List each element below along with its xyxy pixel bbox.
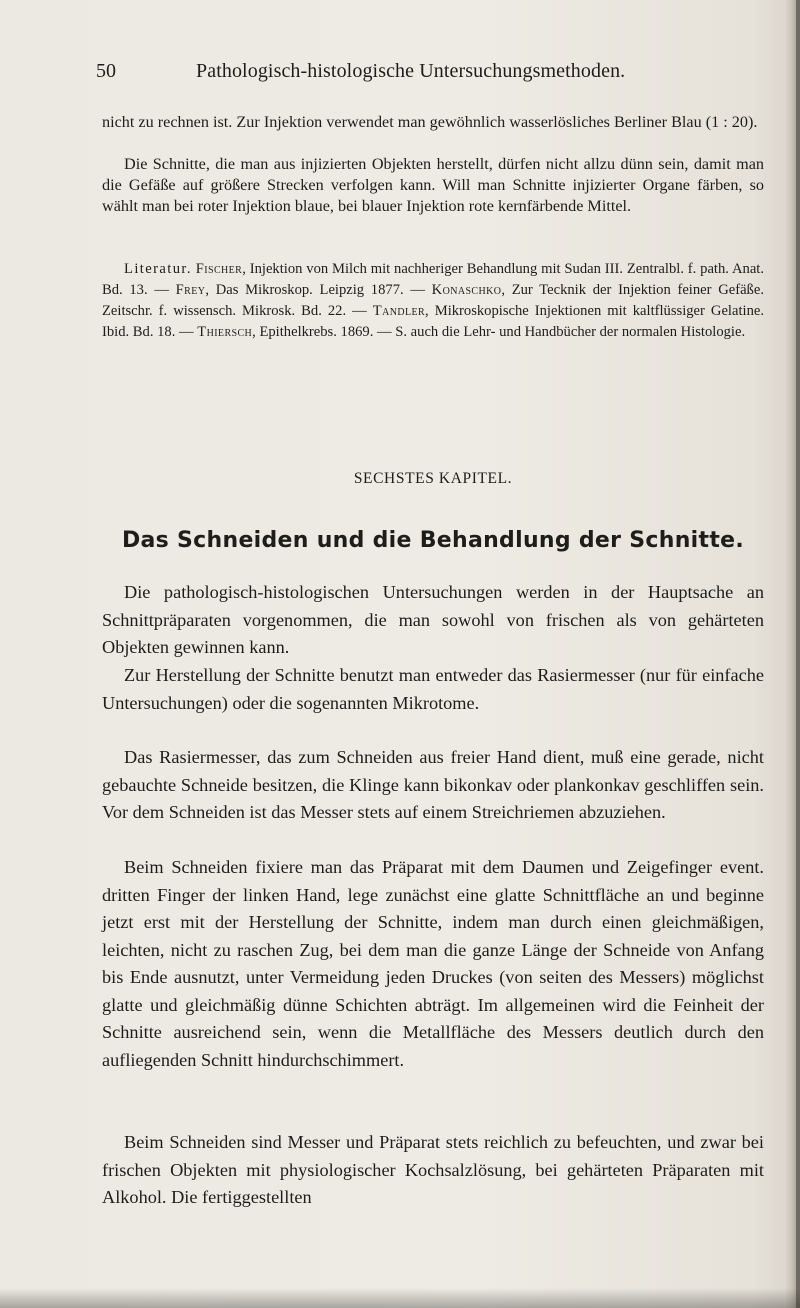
literature-reference: , Injektion von Milch mit nachheriger Behandlung mit Sudan III. Zentralbl. f. path. Anat. Bd. 13. — — [102, 261, 764, 298]
page-number: 50 — [96, 60, 116, 82]
page-header — [96, 60, 766, 92]
body-paragraph-5: Beim Schneiden sind Messer und Präparat stets reichlich zu befeuchten, und zwar bei frischen Objekten mit physiologischer Kochsalzlösung, bei gehärteten Präparaten mit Alkohol. Die fertiggestellten — [102, 1132, 764, 1207]
literature-author: Konaschko — [431, 282, 502, 298]
literature-reference: , Das Mikroskop. Leipzig 1877. — — [205, 282, 432, 298]
literature-author: Tandler — [372, 303, 426, 319]
literature-author: Thiersch — [197, 324, 253, 340]
intro-paragraph-1: nicht zu rechnen ist. Zur Injektion verwendet man gewöhnlich wasserlösliches Berliner Blau (1 : 20). — [102, 113, 758, 131]
literature-reference: , Mikroskopische Injektionen mit kaltflüssiger Gelatine. Ibid. Bd. 18. — — [102, 303, 764, 340]
body-paragraph-4: Beim Schneiden fixiere man das Präparat mit dem Daumen und Zeigefinger event. dritten Finger der linken Hand, lege zunächst eine glatte Schnittfläche an und beginne jetzt erst mit der Herstellung der Schnitte, indem man durch einen gleichmäßigen, leichten, nicht zu raschen Zug, bei dem man die ganze Länge der Schneide von Anfang bis Ende ausnutzt, unter Vermeidung jeden Druckes (von seiten des Messers) möglichst glatte und gleichmäßig dünne Schichten abträgt. Im allgemeinen wird die Feinheit der Schnitte ausreichend sein, wenn die Metallfläche des Messers deutlich durch den aufliegenden Schnitt hindurchschimmert. — [102, 857, 764, 1070]
body-paragraph-1: Die pathologisch-histologischen Untersuchungen werden in der Hauptsache an Schnittpräparaten vorgenommen, die man sowohl von frischen als von gehärteten Objekten gewinnen kann. — [102, 582, 764, 657]
chapter-label: SECHSTES KAPITEL. — [353, 470, 513, 487]
literature-paragraph — [102, 259, 764, 343]
body-paragraph-3: Das Rasiermesser, das zum Schneiden aus freier Hand dient, muß eine gerade, nicht gebauchte Schneide besitzen, die Klinge kann bikonkav oder plankonkav geschliffen sein. Vor dem Schneiden ist das Messer stets auf einem Streichriemen abzuziehen. — [102, 747, 764, 822]
page-edge-shadow — [786, 0, 800, 1308]
literature-label: Literatur. — [124, 261, 192, 277]
literature-author: Frey — [175, 282, 206, 298]
page-content — [96, 0, 772, 1308]
literature-author: Fischer — [195, 261, 243, 277]
running-head: Pathologisch-histologische Untersuchungsmethoden. — [196, 60, 626, 82]
body-paragraph-2: Zur Herstellung der Schnitte benutzt man entweder das Rasiermesser (nur für einfache Untersuchungen) oder die sogenannten Mikrotome. — [102, 665, 764, 713]
intro-paragraph-2: Die Schnitte, die man aus injizierten Objekten herstellt, dürfen nicht allzu dünn sein, damit man die Gefäße auf größere Strecken verfolgen kann. Will man Schnitte injizierter Organe färben, so wählt man bei roter Injektion blaue, bei blauer Injektion rote kernfärbende Mittel. — [102, 155, 764, 215]
literature-reference: , Zur Tecknik der Injektion feiner Gefäße. Zeitschr. f. wissensch. Mikrosk. Bd. 22. — — [102, 282, 764, 319]
chapter-title: Das Schneiden und die Behandlung der Schnitte. — [121, 528, 745, 553]
literature-reference: , Epithelkrebs. 1869. — S. auch die Lehr- und Handbücher der normalen Histologie. — [252, 324, 746, 340]
